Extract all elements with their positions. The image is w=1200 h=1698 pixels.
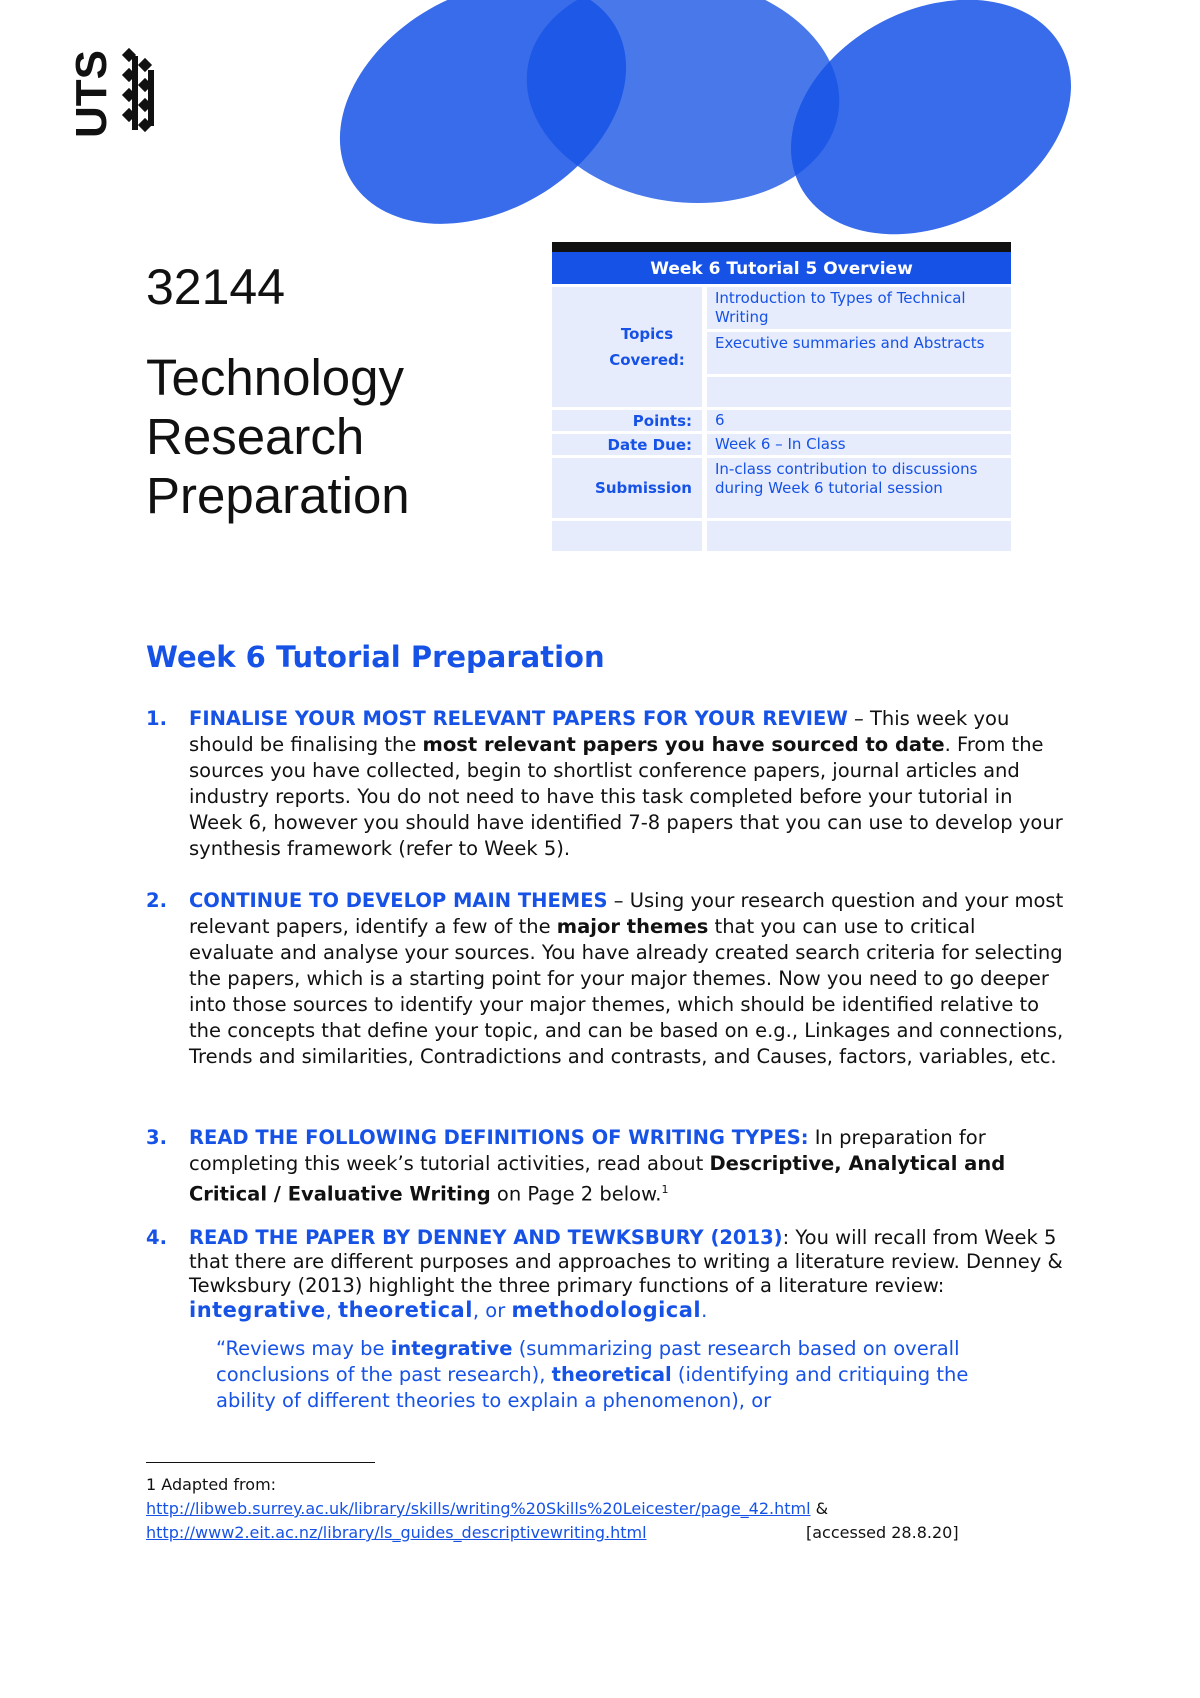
item-text: In preparation for completing this week’s tutorial activities, read about <box>189 1126 986 1175</box>
item-title: FINALISE YOUR MOST RELEVANT PAPERS FOR YOUR REVIEW <box>189 707 848 730</box>
item-body <box>189 888 1066 1070</box>
quote-bold: theoretical <box>551 1363 672 1386</box>
empty-label-cell <box>552 521 702 551</box>
item-text: . From the sources you have collected, begin to shortlist conference papers, journal articles and industry reports. You do not need to have this task completed before your tutorial in Week 6, however you should have identified 7-8 papers that you can use to develop your synthesis framework (refer to Week 5). <box>189 733 1063 860</box>
footnote-ref: 1 <box>661 1183 669 1196</box>
topics-label <box>552 287 702 407</box>
keyword-theoretical: theoretical <box>338 1298 473 1322</box>
overview-row-submission <box>552 458 1011 518</box>
item-bold-text: most relevant papers you have sourced to date <box>422 733 945 756</box>
item-number: 1. <box>146 707 167 730</box>
item-body <box>189 1226 1066 1323</box>
keyword-methodological: methodological <box>511 1298 702 1322</box>
submission-value: In-class contribution to discussions during Week 6 tutorial session <box>707 458 1011 518</box>
footnote-accessed: [accessed 28.8.20] <box>806 1523 959 1542</box>
header-graphics <box>0 0 1200 240</box>
due-value: Week 6 – In Class <box>707 434 1011 455</box>
footnote-amp: & <box>810 1499 829 1518</box>
uts-logo-text: UTS <box>67 50 116 138</box>
footnote-marker: 1 <box>146 1475 157 1494</box>
list-item <box>146 1226 1066 1323</box>
item-text: , or <box>472 1299 512 1322</box>
course-title <box>146 348 486 525</box>
item-text: , <box>325 1299 339 1322</box>
item-title: CONTINUE TO DEVELOP MAIN THEMES <box>189 889 608 912</box>
quote-bold: integrative <box>390 1337 513 1360</box>
item-number: 3. <box>146 1126 167 1149</box>
footnote-line-2 <box>146 1521 1046 1545</box>
item-body <box>189 706 1066 862</box>
list-item <box>146 1125 1066 1208</box>
overview-top-bar <box>552 242 1011 252</box>
quote-text: “Reviews may be <box>216 1337 391 1360</box>
item-text: – Using your research question and your most relevant papers, identify a few of the <box>189 889 1064 938</box>
points-value: 6 <box>707 410 1011 431</box>
quote-block <box>216 1336 976 1414</box>
topics-values <box>707 287 1011 407</box>
item-bold-text: Descriptive, Analytical and Critical / Evaluative Writing <box>189 1152 1006 1206</box>
list-item <box>146 706 1066 862</box>
overview-table <box>552 242 1011 551</box>
item-text: on Page 2 below. <box>490 1182 662 1206</box>
item-text: : You will recall from Week 5 that there are different purposes and approaches to writing a literature review. Denney & Tewksbury (2013) highlight the three primary functions of a literature review: <box>189 1226 1063 1297</box>
decorative-circles <box>296 0 1111 240</box>
due-label: Date Due: <box>552 434 702 455</box>
submission-label: Submission <box>552 458 702 518</box>
footnote <box>146 1473 1046 1545</box>
course-title-line: Preparation <box>146 467 410 524</box>
footnote-lead: Adapted from: <box>156 1475 277 1494</box>
item-title: READ THE PAPER BY DENNEY AND TEWKSBURY (2013) <box>189 1226 783 1249</box>
item-number: 2. <box>146 889 167 912</box>
footnote-link-eit[interactable]: http://www2.eit.ac.nz/library/ls_guides_descriptivewriting.html <box>146 1523 647 1542</box>
overview-row-points <box>552 410 1011 431</box>
footnote-divider <box>146 1462 375 1463</box>
points-label: Points: <box>552 410 702 431</box>
list-item <box>146 888 1066 1070</box>
uts-logo <box>67 48 154 138</box>
item-body <box>189 1125 1066 1208</box>
empty-value-cell <box>707 521 1011 551</box>
section-heading: Week 6 Tutorial Preparation <box>146 640 605 674</box>
uts-emblem-icon <box>122 48 154 132</box>
keyword-integrative: integrative <box>189 1298 326 1322</box>
course-code: 32144 <box>146 259 286 315</box>
footnote-lead-line <box>146 1473 1046 1497</box>
item-text: that you can use to critical evaluate and analyse your sources. You have already created search criteria for selecting the papers, which is a starting point for your major themes. Now you need to go deeper into those sources to identify your major themes, which should be identified relative to the concepts that define your topic, and can be based on e.g., Linkages and connections, Trends and similarities, Contradictions and contrasts, and Causes, factors, variables, etc. <box>189 915 1064 1068</box>
overview-row-due <box>552 434 1011 455</box>
topics-label-text: Topics Covered: <box>609 325 685 369</box>
item-title: READ THE FOLLOWING DEFINITIONS OF WRITING TYPES: <box>189 1126 809 1149</box>
item-text: – This week you should be finalising the <box>189 707 1010 756</box>
item-number: 4. <box>146 1226 167 1249</box>
topic-item <box>707 377 1011 407</box>
footnote-link-surrey[interactable]: http://libweb.surrey.ac.uk/library/skills/writing%20Skills%20Leicester/page_42.html <box>146 1499 811 1518</box>
quote-text: (identifying and critiquing the ability of different theories to explain a phenomenon), or <box>216 1363 969 1412</box>
footnote-line-1 <box>146 1497 1046 1521</box>
topic-item: Executive summaries and Abstracts <box>707 332 1011 374</box>
course-title-line: Research <box>146 408 365 465</box>
overview-row-empty <box>552 521 1011 551</box>
item-text: . <box>701 1299 708 1322</box>
overview-row-topics <box>552 287 1011 407</box>
course-title-line: Technology <box>146 349 405 406</box>
overview-title: Week 6 Tutorial 5 Overview <box>552 252 1011 284</box>
topic-item: Introduction to Types of Technical Writing <box>707 287 1011 329</box>
item-bold-text: major themes <box>556 915 709 938</box>
quote-text: (summarizing past research based on overall conclusions of the past research), <box>216 1337 960 1386</box>
